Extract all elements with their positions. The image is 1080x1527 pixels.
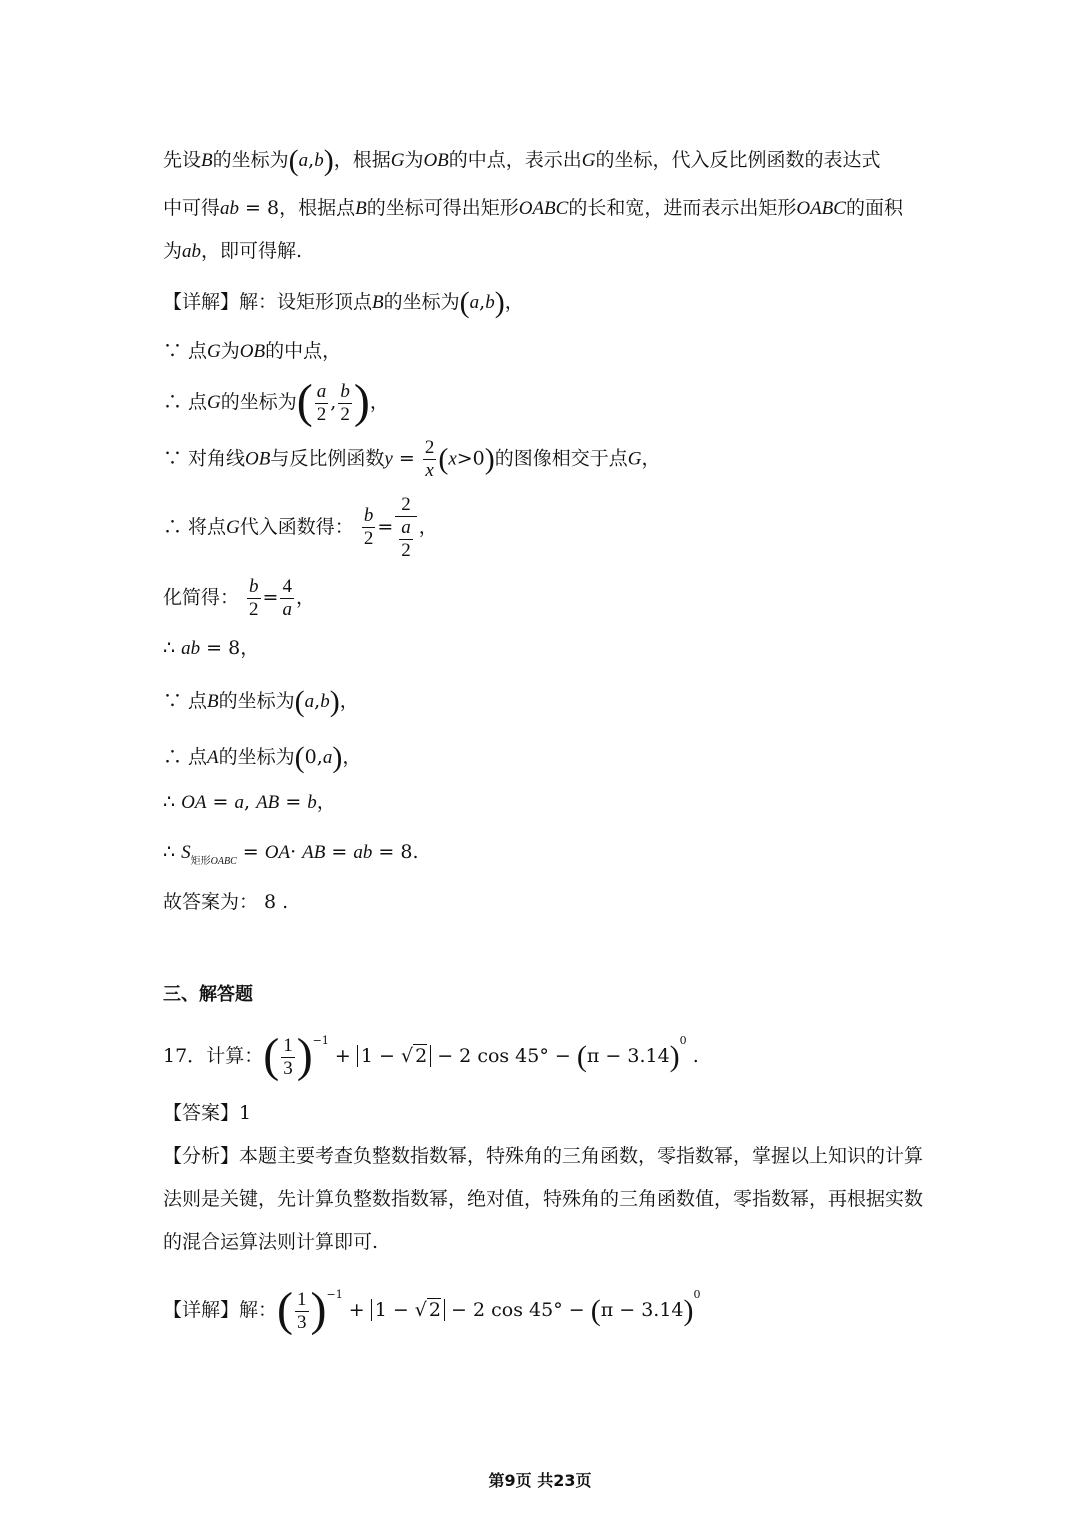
detail-step-11: ∴ $S_{矩形OABC} = OA\cdot$ AB = ab = 8. xyxy=(163,841,419,867)
analysis17-line-3: 的混合运算法则计算即可. xyxy=(163,1231,379,1253)
detail-step-4: ∵ 对角线OB与反比例函数y = $\frac{2}{x}$ (x>0)的图像相交于点G， xyxy=(163,437,661,481)
analysis-line-1: 先设B的坐标为(a,b)，根据G为OB的中点，表示出G的坐标，代入反比例函数的表达式 xyxy=(163,144,881,177)
detail-step-12: 故答案为： 8 . xyxy=(163,891,289,913)
section-title: 三、解答题 xyxy=(163,984,253,1005)
analysis17-line-2: 法则是关键，先计算负整数指数幂，绝对值，特殊角的三角函数值，零指数幂，再根据实数 xyxy=(163,1188,924,1210)
detail-step-9: ∴ 点A的坐标为(0,a)， xyxy=(163,741,362,774)
answer-label: 【答案】 xyxy=(163,1102,240,1124)
detail-step-8: ∵ 点B的坐标为(a,b)， xyxy=(163,685,359,718)
answer-17 xyxy=(163,1104,251,1123)
analysis-line-2: 中可得ab = 8，根据点B的坐标可得出矩形OABC的长和宽，进而表示出矩形OABC的面积 xyxy=(163,197,903,219)
detail-step-2: ∵ 点G为OB的中点， xyxy=(163,340,342,362)
question-number: 17． xyxy=(163,1045,207,1067)
analysis-line-3: 为ab，即可得解. xyxy=(163,240,303,262)
detail-step-10: ∴ OA = a, AB = b， xyxy=(163,791,336,813)
detail-step-1: 【详解】解：设矩形顶点B的坐标为(a,b)， xyxy=(163,286,524,319)
page-footer: 第9页 共23页 xyxy=(488,1471,592,1490)
detail-17: 【详解】解：( $\frac{1}{3}$ )$^{-1}$ + 1 − √ 2 − 2 $\cos 45^\circ - (\pi - 3.14)^0$ xyxy=(163,1283,701,1336)
detail-step-5: ∴ 将点G代入函数得： $\frac{b}{2}$ = $\frac{2}{\frac{a}{2}}$ ， xyxy=(163,494,438,561)
detail17-label: 【详解】 xyxy=(163,1299,240,1321)
detail-label: 【详解】 xyxy=(163,291,240,313)
detail-step-7: ∴ ab = 8， xyxy=(163,637,260,659)
answer-value: 1 xyxy=(239,1102,252,1124)
detail-step-3: ∴ 点G的坐标为( $\frac{a}{2}$ , $\frac{b}{2}$ )， xyxy=(163,375,389,428)
analysis-label: 【分析】 xyxy=(163,1145,240,1167)
detail-step-6: 化简得： $\frac{b}{2}$ = $\frac{4}{a}$ ， xyxy=(163,576,315,620)
analysis17-line-1: 【分析】本题主要考查负整数指数幂，特殊角的三角函数，零指数幂，掌握以上知识的计算 xyxy=(163,1145,924,1167)
question-17: 17．计算：( $\frac{1}{3}$ )$^{-1}$ + 1 − √ 2 − 2 $\cos 45^\circ - (\pi - 3.14)^0$ . xyxy=(163,1029,699,1082)
question-prompt: 计算： xyxy=(206,1045,264,1067)
